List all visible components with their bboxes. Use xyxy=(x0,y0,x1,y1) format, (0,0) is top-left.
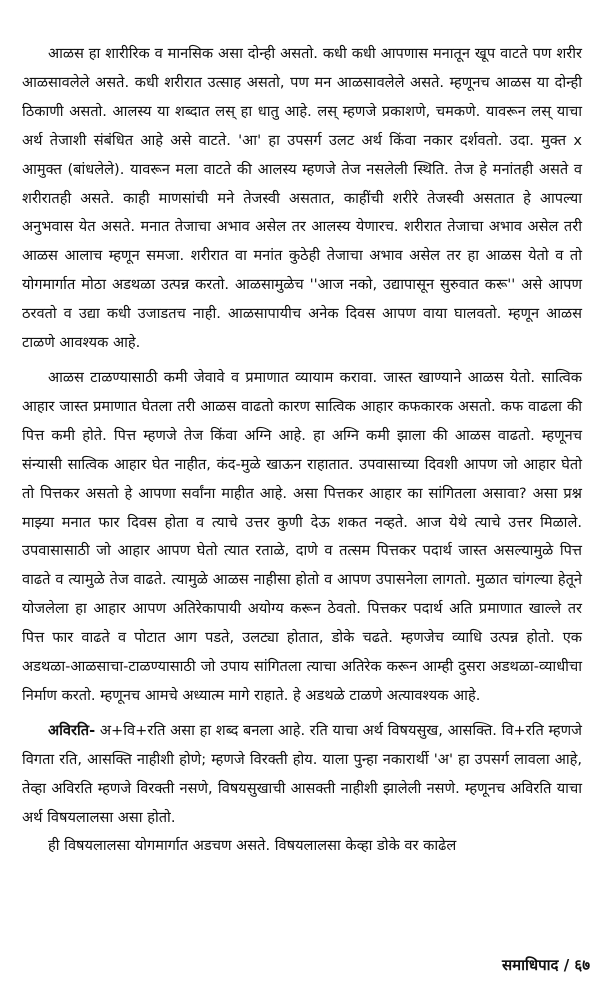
avirati-definition: अ+वि+रति असा हा शब्द बनला आहे. रति याचा अर्थ विषयसुख, आसक्ति. वि+रति म्हणजे विगता रति, आसक्ति नाहीशी होणे; म्हणजे विरक्ती होय. याला पुन्हा नकारार्थी 'अ' हा उपसर्ग लावला आहे, तेव्हा अविरति म्हणजे विरक्ती नसणे, विषयसुखाची आसक्ती नाहीशी झालेली नसणे. म्हणूनच अविरति याचा अर्थ विषयलालसा असा होतो. xyxy=(22,721,582,826)
paragraph-aalas: आळस हा शारीरिक व मानसिक असा दोन्ही असतो. कधी कधी आपणास मनातून खूप वाटते पण शरीर आळसावलेले असते. कधी शरीरात उत्साह असतो, पण मन आळसावलेले असते. म्हणूनच आळस या दोन्ही ठिकाणी असतो. आलस्य या शब्दात लस् हा धातु आहे. लस् म्हणजे प्रकाशणे, चमकणे. यावरून लस् याचा अर्थ तेजाशी संबंधित आहे असे वाटते. 'आ' हा उपसर्ग उलट अर्थ किंवा नकार दर्शवतो. उदा. मुक्त x आमुक्त (बांधलेले). यावरून मला वाटते की आलस्य म्हणजे तेज नसलेली स्थिति. तेज हे मनांतही असते व शरीरातही असते. काही माणसांची मने तेजस्वी असतात, काहींची शरीरे तेजस्वी असतात हे आपल्या अनुभवास येत असते. मनात तेजाचा अभाव असेल तर आलस्य येणारच. शरीरात तेजाचा अभाव असेल तरी आळस आलाच म्हणून समजा. शरीरात वा मनांत कुठेही तेजाचा अभाव असेल तर हा आळस येतो व तो योगमार्गात मोठा अडथळा उत्पन्न करतो. आळसामुळेच ''आज नको, उद्यापासून सुरुवात करू'' असे आपण ठरवतो व उद्या कधी उजाडतच नाही. आळसापायीच अनेक दिवस आपण वाया घालवतो. म्हणून आळस टाळणे आवश्यक आहे. xyxy=(22,45,582,352)
paragraph-aalas-upay: आळस टाळण्यासाठी कमी जेवावे व प्रमाणात व्यायाम करावा. जास्त खाण्याने आळस येतो. सात्विक आहार जास्त प्रमाणात घेतला तरी आळस वाढतो कारण सात्विक आहार कफकारक असतो. कफ वाढला की पित्त कमी होते. पित्त म्हणजे तेज किंवा अग्नि आहे. हा अग्नि कमी झाला की आळस वाढतो. म्हणूनच संन्यासी सात्विक आहार घेत नाहीत, कंद-मुळे खाऊन राहातात. उपवासाच्या दिवशी आपण जो आहार घेतो तो पित्तकर असतो हे आपणा सर्वांना माहीत आहे. असा पित्तकर आहार का सांगितला असावा? असा प्रश्न माझ्या मनात फार दिवस होता व त्याचे उत्तर कुणी देऊ शकत नव्हते. आज येथे त्याचे उत्तर मिळाले. उपवासासाठी जो आहार आपण घेतो त्यात रताळे, दाणे व तत्सम पित्तकर पदार्थ जास्त असल्यामुळे पित्त वाढते व त्यामुळे तेज वाढते. त्यामुळे आळस नाहीसा होतो व आपण उपासनेला लागतो. मुळात चांगल्या हेतूने योजलेला हा आहार आपण अतिरेकापायी अयोग्य करून ठेवतो. पित्तकर पदार्थ अति प्रमाणात खाल्ले तर पित्त फार वाढते व पोटात आग पडते, उलट्या होतात, डोके चढते. म्हणजेच व्याधि उत्पन्न होतो. एक अडथळा-आळसाचा-टाळण्यासाठी जो उपाय सांगितला त्याचा अतिरेक करून आम्ही दुसरा अडथळा-व्याधीचा निर्माण करतो. म्हणूनच आमचे अध्यात्म मागे राहाते. हे अडथळे टाळणे अत्यावश्यक आहे. xyxy=(22,368,582,704)
paragraph-avirati xyxy=(22,717,582,833)
paragraph-vishaylalasa: ही विषयलालसा योगमार्गात अडचण असते. विषयलालसा केव्हा डोके वर काढेल xyxy=(48,837,457,855)
term-avirati: अविरति- xyxy=(48,721,96,739)
page-footer: समाधिपाद / ६७ xyxy=(502,956,590,974)
page-body xyxy=(22,40,582,861)
